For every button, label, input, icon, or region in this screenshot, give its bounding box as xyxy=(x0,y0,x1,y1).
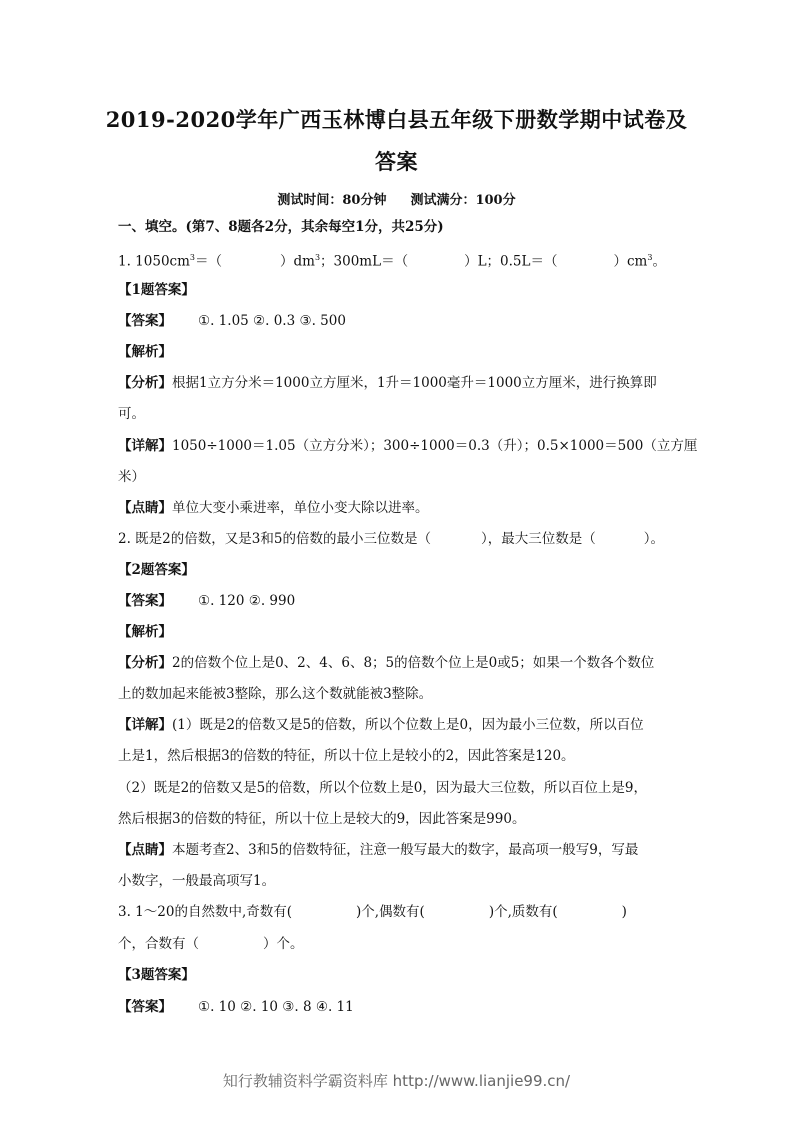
q1-answer-label: 【答案】 xyxy=(118,313,172,329)
q2-xiangjie-label: 【详解】 xyxy=(118,717,172,733)
q1-text-c: ）dm xyxy=(279,253,315,270)
q1-fenxi-cont: 可。 xyxy=(118,406,145,422)
q1-xiangjie-text: 1050÷1000＝1.05（立方分米）；300÷1000＝0.3（升）；0.5×1000＝500（立方厘 xyxy=(172,438,698,454)
q1-dianjing-text: 单位大变小乘进率，单位小变大除以进率。 xyxy=(172,500,429,516)
q1-answer-values: ①. 1.05 ②. 0.3 ③. 500 xyxy=(198,313,346,329)
q1-sup-c: 3 xyxy=(647,253,653,262)
q2-dianjing-cont: 小数字，一般最高项写1。 xyxy=(118,873,276,889)
q1-answer xyxy=(118,312,678,330)
q1-fenxi xyxy=(118,374,678,392)
test-time: 测试时间：80分钟 xyxy=(277,193,387,208)
q1-sup-b: 3 xyxy=(314,253,321,262)
q3-answer-title: 【3题答案】 xyxy=(118,967,195,983)
q1-xiangjie-cont: 米） xyxy=(118,469,145,485)
q1-sup-a: 3 xyxy=(189,253,195,262)
question-3-cont xyxy=(118,935,678,953)
q2-dianjing-text: 本题考查2、3和5的倍数特征，注意一般写最大的数字，最高项一般写9，写最 xyxy=(172,842,639,858)
q1-dianjing-label: 【点睛】 xyxy=(118,500,172,516)
q3-text-f: ）个。 xyxy=(263,936,304,952)
q2-xiangjie xyxy=(118,716,678,734)
q3-text-d: ) xyxy=(621,904,627,920)
q3-answer-label: 【答案】 xyxy=(118,999,172,1015)
q1-text-e: ）L；0.5L＝（ xyxy=(464,253,558,270)
q2-answer xyxy=(118,592,678,610)
q1-xiangjie-label: 【详解】 xyxy=(118,438,172,454)
q1-dianjing xyxy=(118,499,678,517)
q2-xiangjie-cont-2: （2）既是2的倍数又是5的倍数，所以个位数上是0，因为最大三位数，所以百位上是9， xyxy=(118,780,647,796)
q2-fenxi xyxy=(118,654,678,672)
test-score: 测试满分：100分 xyxy=(410,193,516,208)
q1-text-g: 。 xyxy=(652,253,666,270)
q3-text-c: )个,质数有( xyxy=(488,904,558,920)
q1-text-f: ）cm xyxy=(613,253,648,270)
q2-text-a: 2. 既是2的倍数，又是3和5的倍数的最小三位数是（ xyxy=(118,531,431,547)
q3-text-b: )个,偶数有( xyxy=(356,904,425,920)
q3-text-a: 3. 1～20的自然数中,奇数有( xyxy=(118,904,292,920)
q2-fenxi-text: 2的倍数个位上是0、2、4、6、8；5的倍数个位上是0或5；如果一个数各个数位 xyxy=(172,655,655,671)
document-title-line2: 答案 xyxy=(375,149,418,174)
footer-watermark: 知行教辅资料学霸资料库 http://www.lianjie99.cn/ xyxy=(222,1072,571,1090)
q1-answer-title: 【1题答案】 xyxy=(118,282,195,298)
q2-xiangjie-text: (1）既是2的倍数又是5的倍数，所以个位数上是0，因为最小三位数，所以百位 xyxy=(172,717,644,733)
q2-xiangjie-cont-3: 然后根据3的倍数的特征，所以十位上是较大的9，因此答案是990。 xyxy=(118,811,526,827)
q2-fenxi-label: 【分析】 xyxy=(118,655,172,671)
q2-text-c: ）。 xyxy=(643,531,664,547)
q2-answer-values: ①. 120 ②. 990 xyxy=(198,593,296,609)
q1-fenxi-label: 【分析】 xyxy=(118,375,172,391)
q1-text-d: ；300mL＝（ xyxy=(320,253,409,270)
test-info xyxy=(0,189,793,208)
q3-answer-values: ①. 10 ②. 10 ③. 8 ④. 11 xyxy=(198,999,354,1015)
q2-xiangjie-cont-1: 上是1，然后根据3的倍数的特征，所以十位上是较小的2，因此答案是120。 xyxy=(118,748,575,764)
q1-text-a: 1. 1050cm xyxy=(118,253,190,270)
q3-text-e: 个，合数有（ xyxy=(118,936,199,952)
q2-dianjing-label: 【点睛】 xyxy=(118,842,172,858)
q1-xiangjie xyxy=(118,437,698,455)
question-3 xyxy=(118,903,678,921)
q3-answer xyxy=(118,998,678,1016)
q1-fenxi-text: 根据1立方分米＝1000立方厘米，1升＝1000毫升＝1000立方厘米，进行换算即 xyxy=(172,375,657,391)
q1-analysis-title: 【解析】 xyxy=(118,344,172,360)
q2-text-b: ），最大三位数是（ xyxy=(480,531,596,547)
section1-heading: 一、填空。(第7、8题各2分，其余每空1分，共25分) xyxy=(118,219,444,235)
q2-answer-label: 【答案】 xyxy=(118,593,172,609)
document-title-line1: 2019-2020学年广西玉林博白县五年级下册数学期中试卷及 xyxy=(105,107,688,132)
question-1 xyxy=(118,249,678,271)
q2-dianjing xyxy=(118,841,678,859)
q1-text-b: ＝（ xyxy=(194,253,222,270)
question-2 xyxy=(118,530,678,548)
q2-answer-title: 【2题答案】 xyxy=(118,562,195,578)
q2-analysis-title: 【解析】 xyxy=(118,624,172,640)
q2-fenxi-cont: 上的数加起来能被3整除，那么这个数就能被3整除。 xyxy=(118,686,433,702)
